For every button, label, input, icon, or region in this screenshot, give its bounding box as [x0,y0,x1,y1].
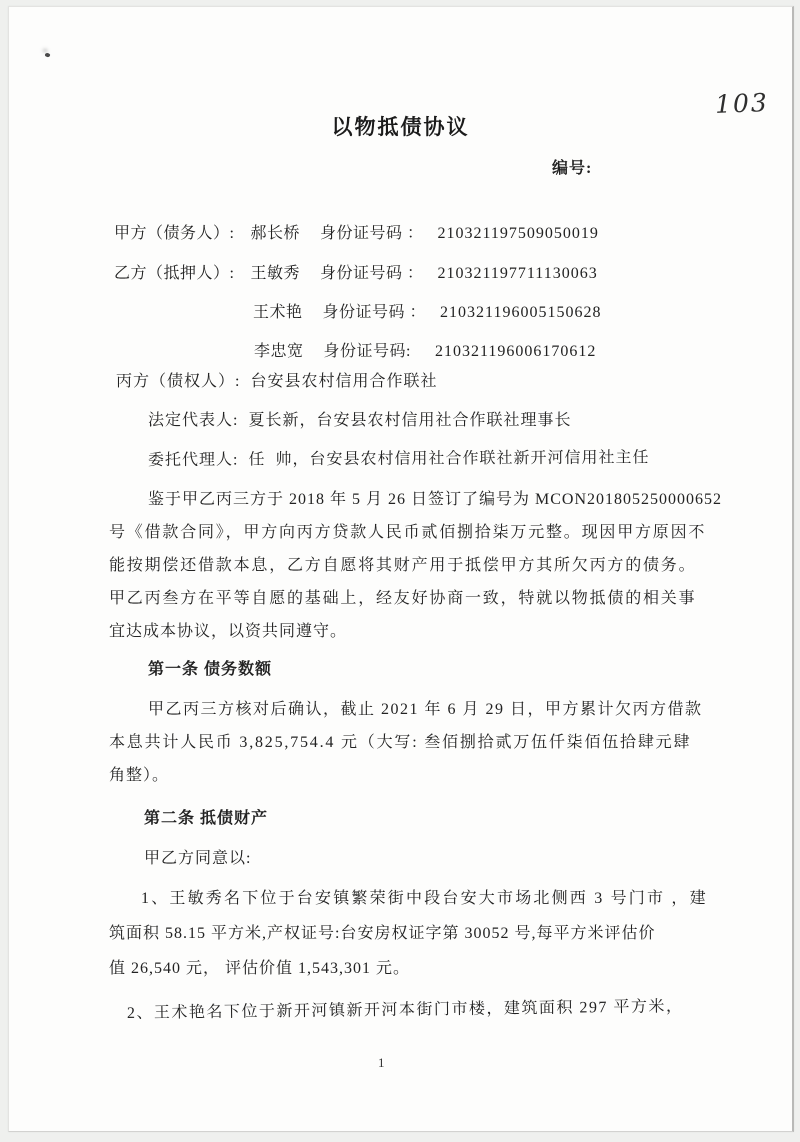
party-b3-id-label: 身份证号码: [323,343,411,360]
article1-line: 角整）。 [109,767,170,784]
party-b2-id-label: 身份证号码 ： [322,304,427,321]
preamble-line: 甲乙丙叁方在平等自愿的基础上，经友好协商一致，特就以物抵债的相关事 [109,590,697,607]
article1-heading: 第一条 债务数额 [148,661,273,678]
preamble-line: 宜达成本协议，以资共同遵守。 [109,623,348,640]
party-b3-name: 李忠宽 [254,343,304,360]
party-b1-name: 王敏秀 [250,265,300,282]
legal-rep-row [148,410,571,432]
preamble-line: 能按期偿还借款本息，乙方自愿将其财产用于抵偿甲方其所欠丙方的债务。 [109,557,697,574]
agent-value: 任 帅，台安县农村信用社合作联社新开河信用社主任 [248,449,650,469]
document-title: 以物抵债协议 [331,115,470,139]
preamble-line: 号《借款合同》，甲方向丙方贷款人民币贰佰捌拾柒万元整。现因甲方原因不 [109,524,707,541]
party-b3-id-number: 210321196006170612 [434,343,597,360]
article2-item1-line: 筑面积 58.15 平方米,产权证号:台安房权证字第 30052 号,每平方米评估价 [109,925,656,942]
legal-rep-value: 夏长新，台安县农村信用社合作联社理事长 [248,412,572,429]
party-a-row [114,223,599,245]
doc-number-label: 编号: [552,160,593,177]
archive-stamp-number: 103 [714,88,770,119]
agent-label: 委托代理人: [147,451,239,469]
page-number: 1 [378,1055,385,1070]
article2-item1-line: 1、王敏秀名下位于台安镇繁荣街中段台安大市场北侧西 3 号门市 ，建 [141,890,708,907]
article2-intro: 甲乙方同意以: [144,850,252,867]
document-page [8,6,794,1132]
party-b1-id-number: 210321197711130063 [437,265,598,282]
article2-item2-line: 2、王术艳名下位于新开河镇新开河本街门市楼，建筑面积 297 平方米， [126,998,684,1022]
article2-heading: 第二条 抵债财产 [144,810,269,827]
legal-rep-label: 法定代表人: [148,412,239,429]
party-c-label: 丙方（债权人）: [116,373,241,390]
party-b3-row [254,341,596,363]
article2-item1-line: 值 26,540 元， 评估价值 1,543,301 元。 [109,960,411,977]
party-a-name: 郝长桥 [250,225,300,242]
party-b2-id-number: 210321196005150628 [440,304,602,321]
party-b1-id-label: 身份证号码 ： [319,265,424,282]
party-a-id-label: 身份证号码 ： [319,225,424,242]
ink-speck-mark [44,52,50,58]
article1-line: 甲乙丙三方核对后确认，截止 2021 年 6 月 29 日，甲方累计欠丙方借款 [148,701,703,718]
party-b1-row [114,263,598,285]
party-c-row [116,371,437,393]
party-b-label: 乙方（抵押人）: [114,265,235,282]
agent-row [148,447,650,472]
party-b2-name: 王术艳 [253,304,303,321]
party-b2-row [253,302,601,324]
party-c-value: 台安县农村信用合作联社 [250,373,438,390]
article1-line: 本息共计人民币 3,825,754.4 元（大写: 叁佰捌拾贰万伍仟柒佰伍拾肆元肆 [109,734,692,751]
party-a-label: 甲方（债务人）: [114,225,235,242]
preamble-line: 鉴于甲乙丙三方于 2018 年 5 月 26 日签订了编号为 MCON201805250000652 [148,491,723,508]
party-a-id-number: 210321197509050019 [437,225,599,242]
